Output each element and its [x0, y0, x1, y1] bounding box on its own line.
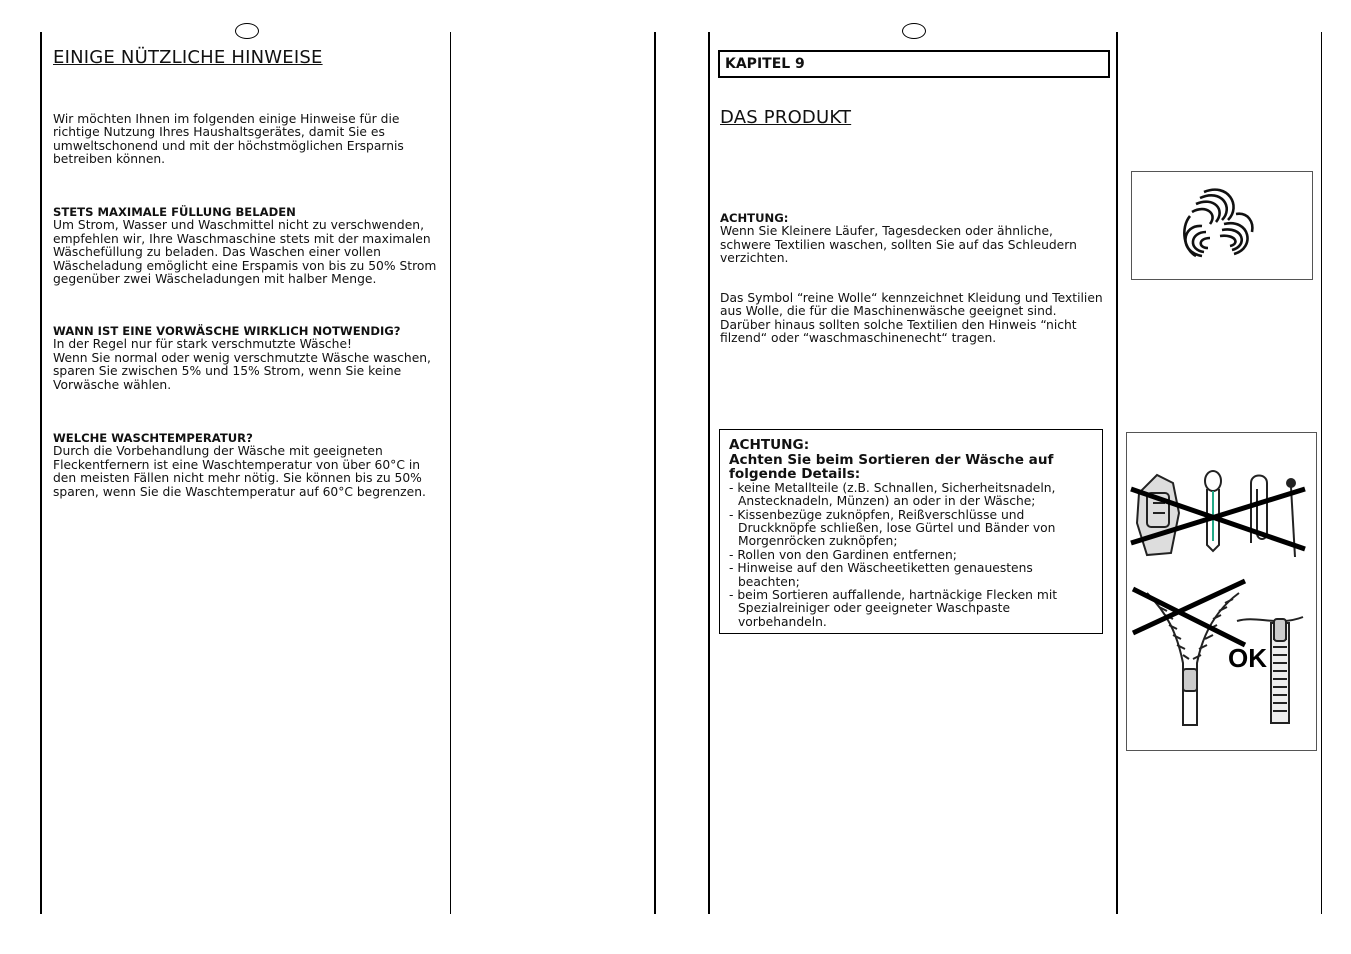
page-rule-left — [40, 32, 42, 914]
warning-spin — [720, 212, 1100, 266]
wool-mark-icon — [1132, 172, 1312, 279]
list-item: - Rollen von den Gardinen entfernen; — [729, 547, 957, 562]
sorting-warning-box — [719, 429, 1103, 634]
wool-mark-frame — [1131, 171, 1313, 280]
list-item: - beim Sortieren auffallende, hartnäckige Flecken mit Spezialreiniger oder geeigneter Waschpaste vorbehandeln. — [729, 588, 1058, 629]
sorting-list — [729, 482, 1092, 629]
column-rule-left — [450, 32, 451, 914]
box-subheading: Achten Sie beim Sortieren der Wäsche auf folgende Details: — [729, 451, 1054, 483]
section-text: In der Regel nur für stark verschmutzte Wäsche! — [53, 337, 352, 352]
list-item: - Kissenbezüge zuknöpfen, Reißverschlüsse und Druckknöpfe schließen, lose Gürtel und Bänder von Morgenröcken zuknöpfen; — [729, 507, 1056, 549]
warning-text: Wenn Sie Kleinere Läufer, Tagesdecken oder ähnliche, schwere Textilien waschen, sollten Sie auf das Schleudern verzichten. — [720, 224, 1077, 266]
metal-parts-crossed-icon — [1127, 433, 1316, 750]
chapter-heading: KAPITEL 9 — [718, 50, 1110, 78]
page-marker-oval-icon — [902, 23, 926, 39]
list-item: - Hinweise auf den Wäscheetiketten genauestens beachten; — [729, 561, 1033, 589]
sorting-illustration-frame — [1126, 432, 1317, 751]
warning-heading: ACHTUNG: — [720, 211, 789, 225]
page-title: EINIGE NÜTZLICHE HINWEISE — [53, 47, 323, 68]
section-full-load — [53, 206, 438, 286]
section-heading: WELCHE WASCHTEMPERATUR? — [53, 431, 253, 445]
section-temperature — [53, 432, 438, 499]
intro-text: Wir möchten Ihnen im folgenden einige Hinweise für die richtige Nutzung Ihres Haushaltsgerätes, damit Sie es umweltschonend und mit der höchstmöglichen Ersparnis betreiben können. — [53, 112, 404, 167]
column-rule-right — [1116, 32, 1118, 914]
section-text: Um Strom, Wasser und Waschmittel nicht zu verschwenden, empfehlen wir, Ihre Waschmaschine stets mit der maximalen Wäschefüllung zu beladen. Das Waschen einer vollen Wäscheladung emöglicht eine Erspamis von bis zu 50% Strom gegenüber zwei Wäscheladungen mit halber Menge. — [53, 218, 437, 287]
ok-label: OK — [1228, 643, 1267, 673]
list-item: - keine Metallteile (z.B. Schnallen, Sicherheitsnadeln, Anstecknadeln, Münzen) an oder in der Wäsche; — [729, 480, 1056, 509]
box-heading: ACHTUNG: — [729, 437, 810, 453]
page-marker-oval-icon — [235, 23, 259, 39]
section-text: Wenn Sie normal oder wenig verschmutzte Wäsche waschen, sparen Sie zwischen 5% und 15% Strom, wenn Sie keine Vorwäsche wählen. — [53, 350, 431, 392]
wool-note — [720, 292, 1105, 346]
page-rule-right — [1321, 32, 1322, 914]
page-rule-center-right — [708, 32, 710, 914]
section-heading: WANN IST EINE VORWÄSCHE WIRKLICH NOTWENDIG? — [53, 324, 401, 338]
page-rule-center-left — [654, 32, 656, 914]
page-title: DAS PRODUKT — [720, 107, 852, 128]
section-prewash — [53, 325, 443, 392]
wool-text: Das Symbol “reine Wolle“ kennzeichnet Kleidung und Textilien aus Wolle, die für die Maschinenwäsche geeignet sind. Darüber hinaus sollten solche Textilien den Hinweis “nicht filzend“ oder “waschmaschinenecht“ tragen. — [720, 291, 1103, 346]
intro-paragraph — [53, 113, 423, 167]
section-heading: STETS MAXIMALE FÜLLUNG BELADEN — [53, 205, 296, 219]
section-text: Durch die Vorbehandlung der Wäsche mit geeigneten Fleckentfernern ist eine Waschtemperatur von über 60°C in den meisten Fällen nicht mehr nötig. Sie können bis zu 50% sparen, wenn Sie die Waschtemperatur auf 60°C begrenzen. — [53, 444, 426, 499]
